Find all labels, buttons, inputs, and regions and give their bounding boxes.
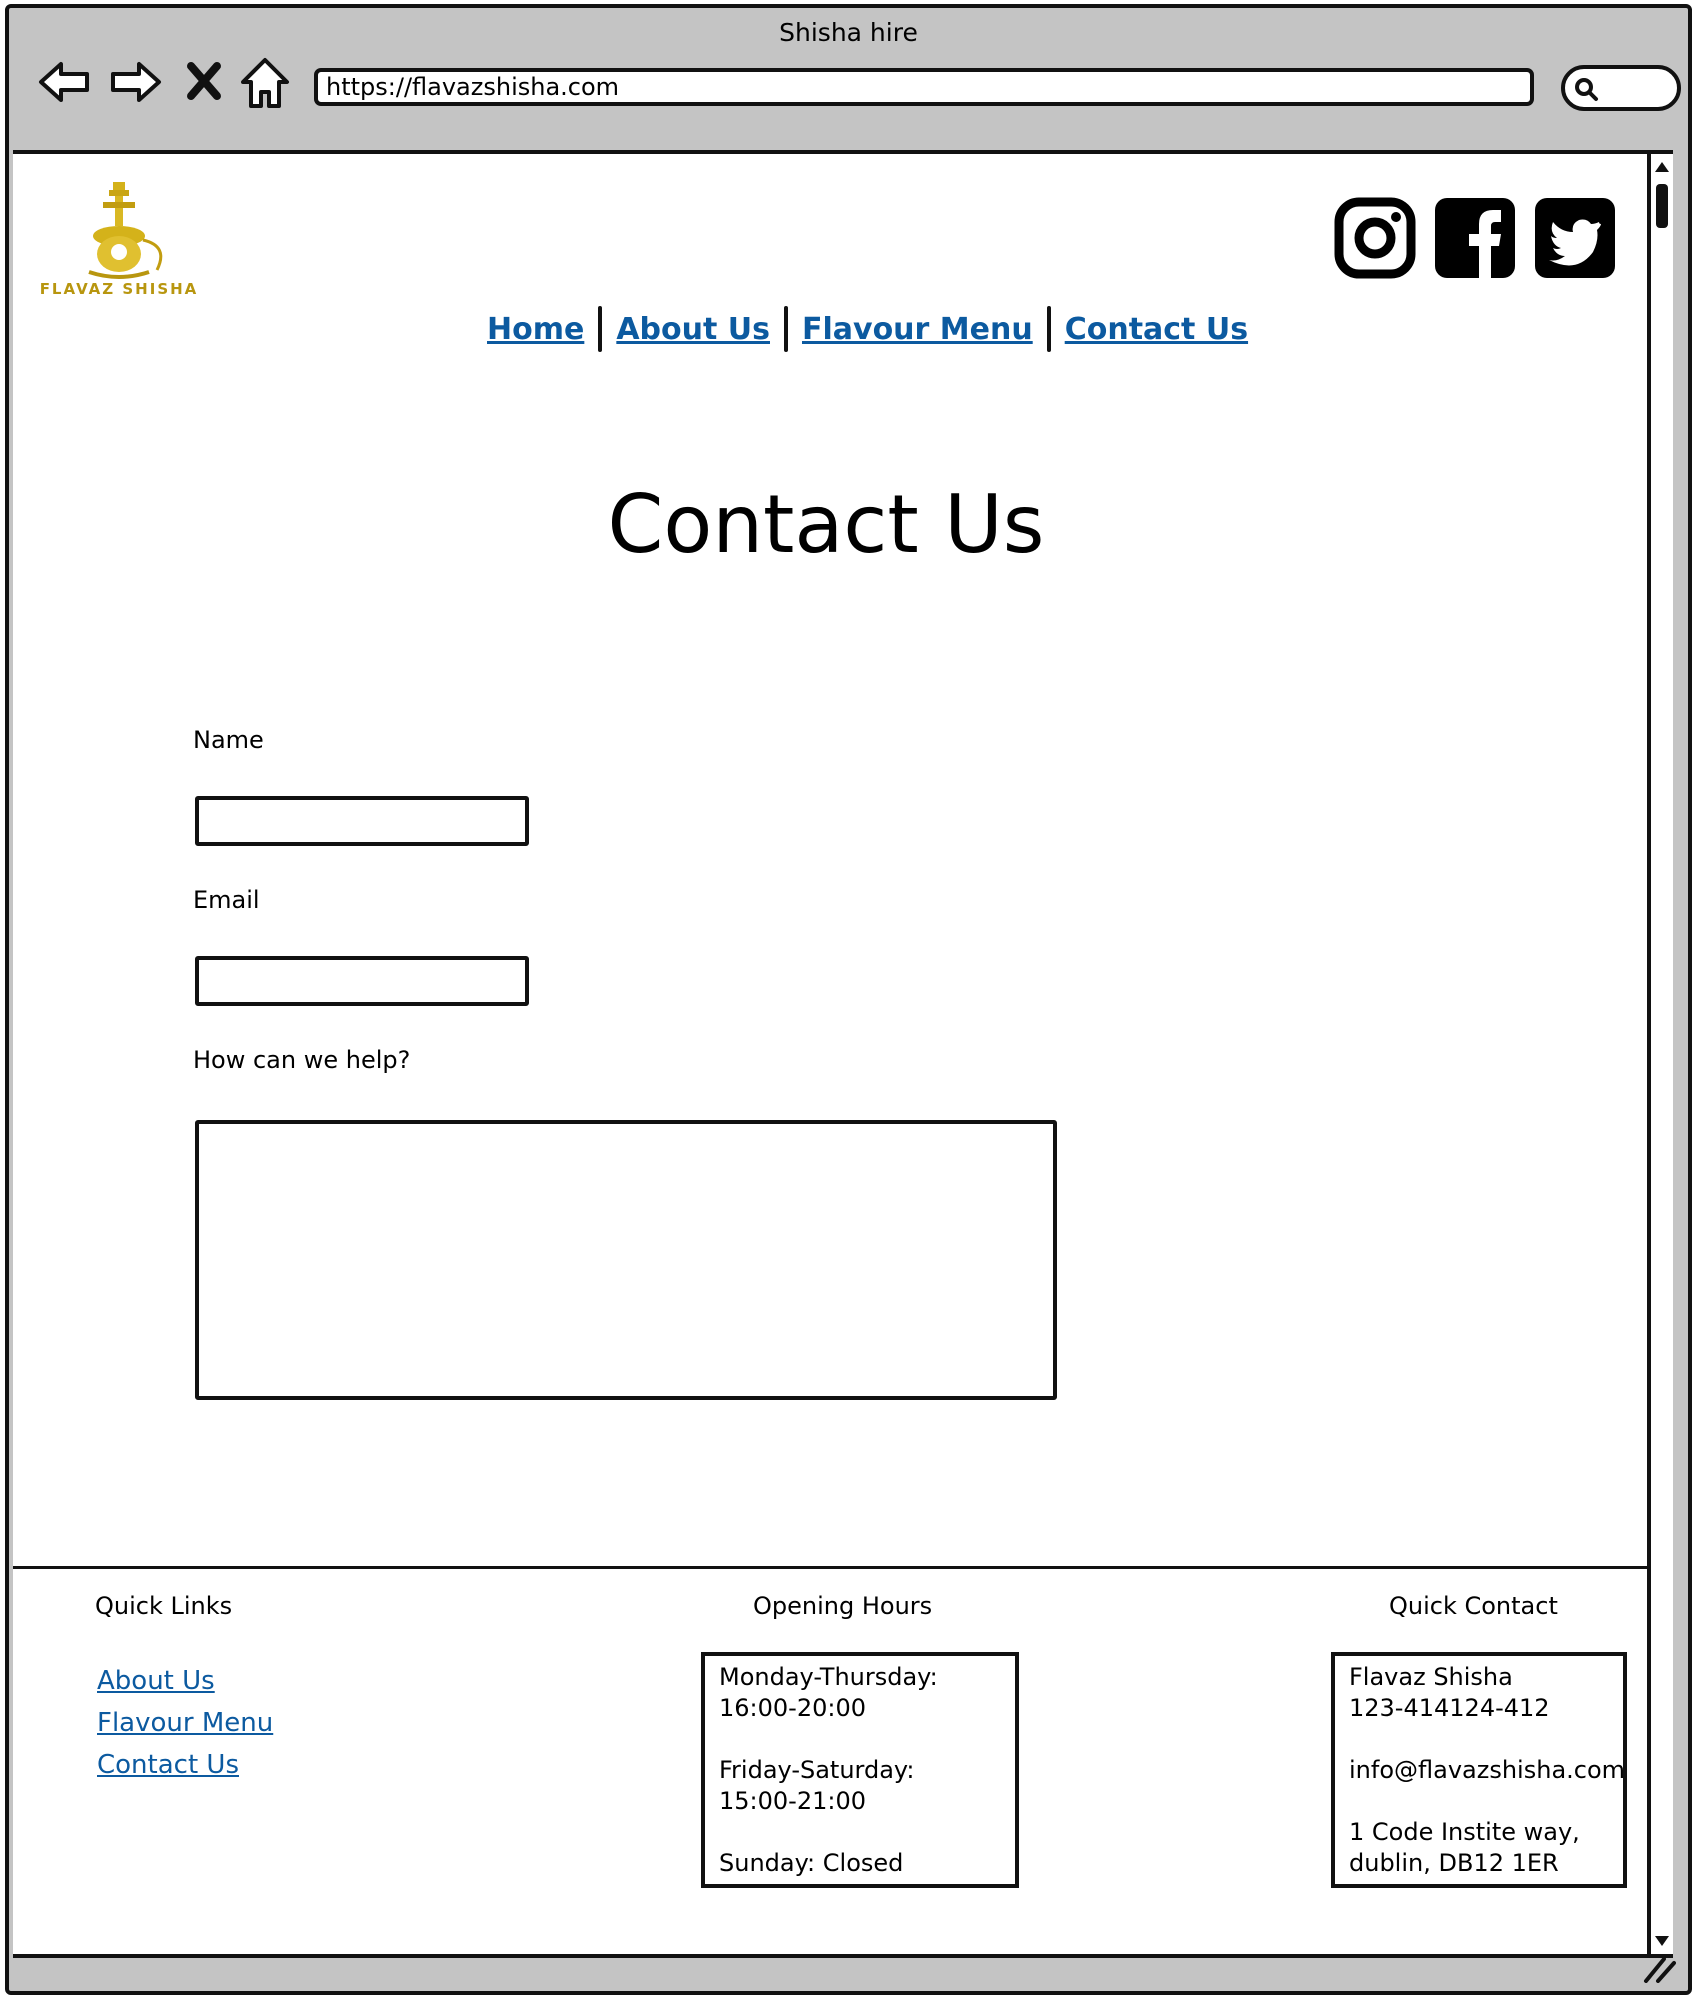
nav-home-link[interactable]: Home xyxy=(487,311,585,347)
phone-number: 123-414124-412 xyxy=(1349,1694,1550,1722)
url-bar[interactable]: https://flavazshisha.com xyxy=(314,68,1534,106)
email-input[interactable] xyxy=(195,956,529,1006)
vertical-scrollbar[interactable] xyxy=(1647,154,1673,1954)
flavaz-logo[interactable] xyxy=(39,180,199,310)
help-textarea[interactable] xyxy=(195,1120,1057,1400)
twitter-icon[interactable] xyxy=(1533,196,1617,280)
quick-links-heading: Quick Links xyxy=(95,1592,233,1620)
mon-thu-hours: 16:00-20:00 xyxy=(719,1694,866,1722)
search-icon xyxy=(1573,76,1599,102)
back-arrow-icon[interactable] xyxy=(35,52,95,112)
name-input[interactable] xyxy=(195,796,529,846)
contact-email: info@flavazshisha.com xyxy=(1349,1756,1626,1784)
home-icon[interactable] xyxy=(235,52,295,112)
fri-sat-label: Friday-Saturday: xyxy=(719,1756,915,1784)
quick-contact-heading: Quick Contact xyxy=(1389,1592,1558,1620)
scroll-thumb[interactable] xyxy=(1656,184,1668,228)
page-title: Contact Us xyxy=(607,477,1045,571)
address-line-1: 1 Code Instite way, xyxy=(1349,1818,1580,1846)
name-label: Name xyxy=(193,726,264,754)
footer-about-link[interactable]: About Us xyxy=(97,1666,215,1696)
email-label: Email xyxy=(193,886,260,914)
hookah-logo-icon xyxy=(39,180,199,280)
business-name: Flavaz Shisha xyxy=(1349,1663,1513,1691)
window-title: Shisha hire xyxy=(779,18,918,47)
stop-x-icon[interactable] xyxy=(181,52,227,112)
nav-about-link[interactable]: About Us xyxy=(616,311,770,347)
resize-grip-icon[interactable] xyxy=(1640,1953,1676,1983)
page-viewport xyxy=(13,150,1673,1958)
footer-contact-link[interactable]: Contact Us xyxy=(97,1750,239,1780)
quick-links-list xyxy=(97,1660,273,1786)
logo-text: FLAVAZ SHISHA xyxy=(39,280,199,298)
help-label: How can we help? xyxy=(193,1046,411,1074)
address-line-2: dublin, DB12 1ER xyxy=(1349,1849,1559,1877)
quick-contact-box xyxy=(1331,1652,1627,1888)
fri-sat-hours: 15:00-21:00 xyxy=(719,1787,866,1815)
nav-contact-link[interactable]: Contact Us xyxy=(1064,311,1249,347)
instagram-icon[interactable] xyxy=(1333,196,1417,280)
facebook-icon[interactable] xyxy=(1433,196,1517,280)
browser-window xyxy=(5,4,1692,1995)
footer-divider xyxy=(13,1566,1673,1569)
sunday-hours: Sunday: Closed xyxy=(719,1849,904,1877)
forward-arrow-icon[interactable] xyxy=(105,52,165,112)
opening-hours-box xyxy=(701,1652,1019,1888)
scroll-down-icon[interactable] xyxy=(1653,1932,1671,1950)
main-nav xyxy=(473,304,1262,354)
scroll-up-icon[interactable] xyxy=(1653,158,1671,176)
footer-flavour-menu-link[interactable]: Flavour Menu xyxy=(97,1708,274,1738)
mon-thu-label: Monday-Thursday: xyxy=(719,1663,938,1691)
opening-hours-heading: Opening Hours xyxy=(753,1592,933,1620)
browser-search-field[interactable] xyxy=(1561,65,1681,111)
nav-flavour-menu-link[interactable]: Flavour Menu xyxy=(802,311,1033,347)
